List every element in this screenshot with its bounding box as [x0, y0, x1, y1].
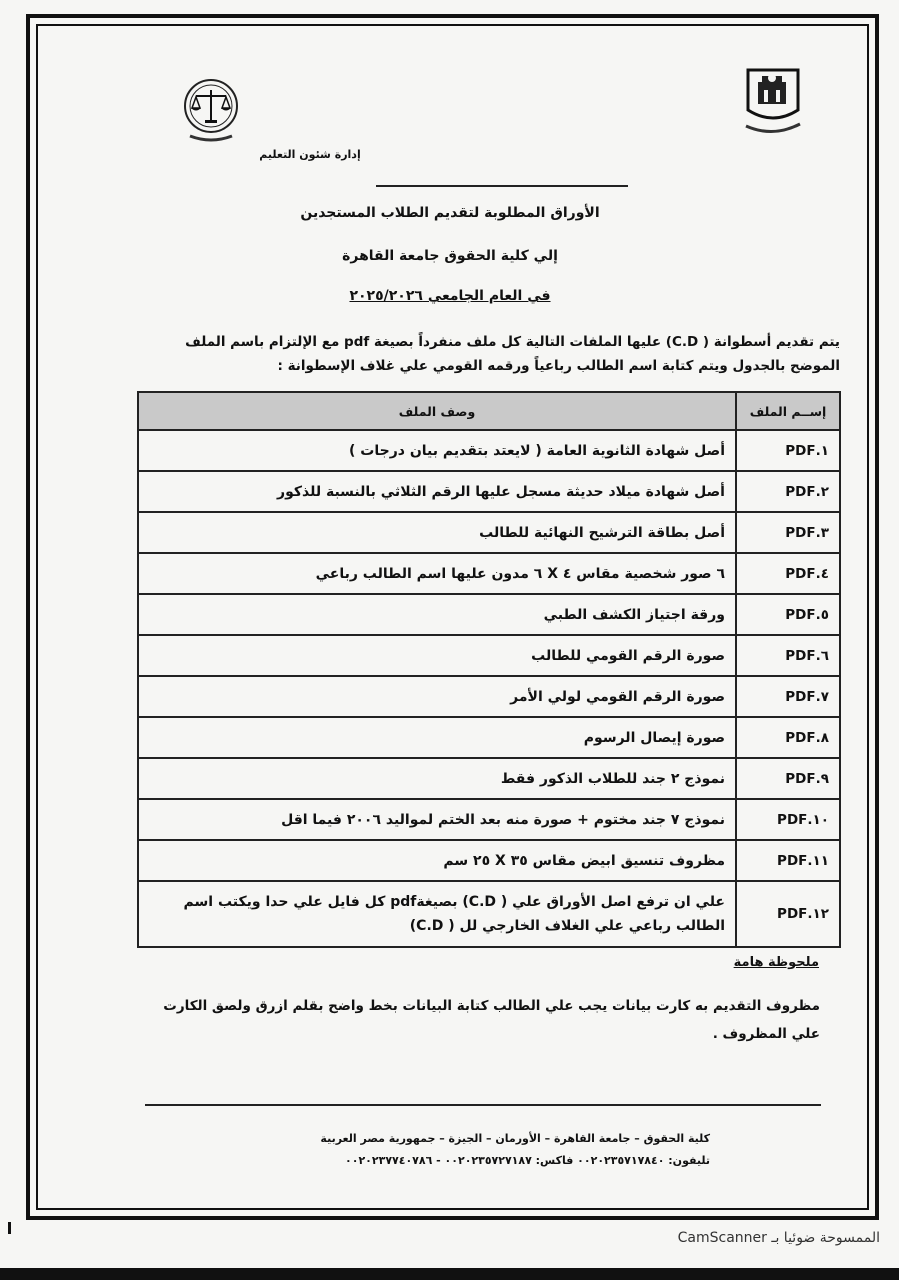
- cairo-university-logo-icon: [740, 66, 806, 138]
- table-row: [138, 512, 840, 553]
- document-title: الأوراق المطلوبة لتقديم الطلاب المستجدين: [300, 205, 600, 221]
- table-row: [138, 758, 840, 799]
- bottom-edge: [0, 1268, 899, 1280]
- file-description-cell: ورقة اجتياز الكشف الطبي: [138, 594, 736, 635]
- file-description-cell: صورة الرقم القومي لولي الأمر: [138, 676, 736, 717]
- file-name-cell: ٥.PDF: [736, 594, 840, 635]
- table-row: [138, 471, 840, 512]
- file-description-cell: صورة الرقم القومي للطالب: [138, 635, 736, 676]
- table-row: [138, 799, 840, 840]
- footer-contact: تليفون: ٠٠٢٠٢٣٥٧١٧٨٤٠ فاكس: ٠٠٢٠٢٣٥٧٢٧١٨٧ - ٠٠٢٠٢٣٧٧٤٠٧٨٦: [345, 1154, 710, 1167]
- file-description-cell: ٦ صور شخصية مقاس ٤ X ٦ مدون عليها اسم الطالب رباعي: [138, 553, 736, 594]
- intro-paragraph: يتم تقديم أسطوانة ( C.D) عليها الملفات التالية كل ملف منفرداً بصيغة pdf مع الإلتزام باسم الملف الموضح بالجدول ويتم كتابة اسم الطالب رباعياً ورقمه القومي علي غلاف الإسطوانة :: [185, 334, 840, 374]
- note-body: مظروف التقديم به كارت بيانات يجب علي الطالب كتابة البيانات بخط واضح بقلم ازرق ولصق الكارت علي المظروف .: [163, 998, 820, 1042]
- table-row: [138, 430, 840, 471]
- file-name-cell: ٤.PDF: [736, 553, 840, 594]
- required-files-table: [137, 391, 841, 948]
- file-name-cell: ٣.PDF: [736, 512, 840, 553]
- header-description: وصف الملف: [138, 392, 736, 430]
- footer-address: كلية الحقوق – جامعة القاهرة – الأورمان – الجيزة – جمهورية مصر العربية: [320, 1132, 710, 1145]
- table-row: [138, 840, 840, 881]
- file-description-cell: نموذج ٧ جند مختوم + صورة منه بعد الختم لمواليد ٢٠٠٦ فيما اقل: [138, 799, 736, 840]
- note-heading: ملحوظة هامة: [733, 955, 819, 970]
- margin-mark: [8, 1222, 11, 1234]
- file-description-cell: نموذج ٢ جند للطلاب الذكور فقط: [138, 758, 736, 799]
- file-description-cell: أصل بطاقة الترشيح النهائية للطالب: [138, 512, 736, 553]
- file-name-cell: ٧.PDF: [736, 676, 840, 717]
- header-divider: [376, 185, 628, 187]
- file-description-cell: أصل شهادة ميلاد حديثة مسجل عليها الرقم الثلاثي بالنسبة للذكور: [138, 471, 736, 512]
- file-name-cell: ٦.PDF: [736, 635, 840, 676]
- file-name-cell: ١٠.PDF: [736, 799, 840, 840]
- scales-of-justice-seal-icon: [178, 78, 244, 144]
- academic-year: في العام الجامعي ٢٠٢٥/٢٠٢٦: [349, 288, 551, 304]
- file-name-cell: ٩.PDF: [736, 758, 840, 799]
- file-name-cell: ٨.PDF: [736, 717, 840, 758]
- table-row: [138, 717, 840, 758]
- file-description-cell: علي ان ترفع اصل الأوراق علي ( C.D) بصيغةpdf كل فايل علي حدا ويكتب اسم الطالب رباعي علي الغلاف الخارجي لل ( C.D): [138, 881, 736, 947]
- file-name-cell: ١.PDF: [736, 430, 840, 471]
- header-file-name: إســم الملف: [736, 392, 840, 430]
- file-name-cell: ١٢.PDF: [736, 881, 840, 947]
- file-name-cell: ١١.PDF: [736, 840, 840, 881]
- table-row: [138, 881, 840, 947]
- footer-divider: [145, 1104, 821, 1106]
- table-row: [138, 676, 840, 717]
- department-label: إدارة شئون التعليم: [259, 148, 361, 161]
- table-row: [138, 594, 840, 635]
- table-row: [138, 635, 840, 676]
- scan-watermark: الممسوحة ضوئيا بـ CamScanner: [677, 1230, 880, 1246]
- document-subtitle: إلي كلية الحقوق جامعة القاهرة: [342, 248, 558, 264]
- file-name-cell: ٢.PDF: [736, 471, 840, 512]
- file-description-cell: مظروف تنسيق ابيض مقاس ٣٥ X ٢٥ سم: [138, 840, 736, 881]
- table-header-row: [138, 392, 840, 430]
- table-row: [138, 553, 840, 594]
- file-description-cell: صورة إيصال الرسوم: [138, 717, 736, 758]
- file-description-cell: أصل شهادة الثانوية العامة ( لايعتد بتقديم بيان درجات ): [138, 430, 736, 471]
